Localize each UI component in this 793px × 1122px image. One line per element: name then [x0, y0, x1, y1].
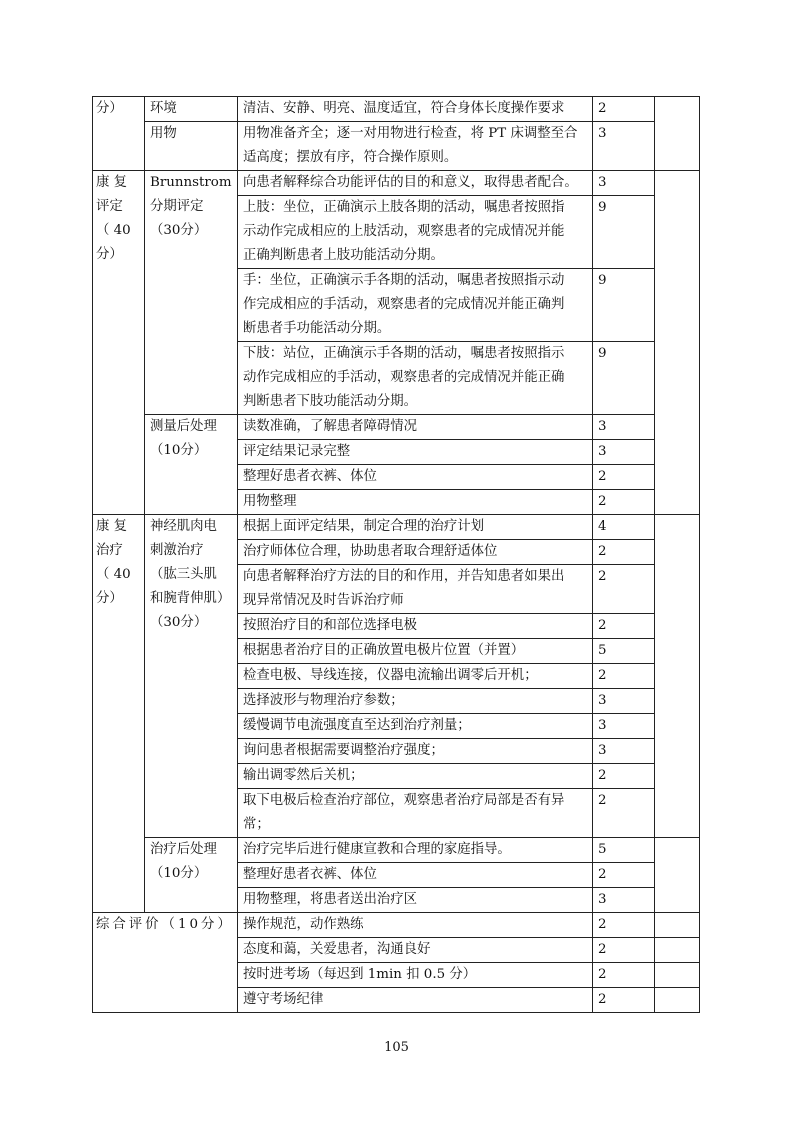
score-cell: 3 — [593, 689, 655, 714]
subsection-label: 测量后处理 （10分） — [145, 415, 238, 515]
criteria-cell: 下肢：站位，正确演示手各期的活动，嘱患者按照指示 动作完成相应的手活动，观察患者的完成情况并能正确 判断患者下肢功能活动分期。 — [238, 342, 593, 415]
criteria-cell: 评定结果记录完整 — [238, 440, 593, 465]
score-cell: 2 — [593, 614, 655, 639]
criteria-cell: 整理好患者衣裤、体位 — [238, 465, 593, 490]
criteria-cell: 根据患者治疗目的正确放置电极片位置（并置） — [238, 639, 593, 664]
scoring-table — [92, 96, 700, 1013]
deduction-cell — [655, 97, 700, 171]
criteria-cell: 询问患者根据需要调整治疗强度； — [238, 739, 593, 764]
criteria-cell: 整理好患者衣裤、体位 — [238, 863, 593, 888]
deduction-cell — [655, 515, 700, 838]
score-cell: 2 — [593, 789, 655, 838]
score-cell: 2 — [593, 565, 655, 614]
criteria-cell: 清洁、安静、明亮、温度适宜，符合身体长度操作要求 — [238, 97, 593, 122]
score-cell: 9 — [593, 342, 655, 415]
deduction-cell — [655, 988, 700, 1013]
score-cell: 3 — [593, 415, 655, 440]
criteria-cell: 用物整理 — [238, 490, 593, 515]
score-cell: 2 — [593, 490, 655, 515]
score-cell: 3 — [593, 888, 655, 913]
criteria-cell: 输出调零然后关机； — [238, 764, 593, 789]
score-cell: 2 — [593, 97, 655, 122]
subsection-label: 用物 — [145, 122, 238, 171]
score-cell: 2 — [593, 863, 655, 888]
table-row — [93, 515, 700, 540]
deduction-cell — [655, 838, 700, 913]
criteria-cell: 缓慢调节电流强度直至达到治疗剂量； — [238, 714, 593, 739]
criteria-cell: 遵守考场纪律 — [238, 988, 593, 1013]
score-cell: 4 — [593, 515, 655, 540]
table-row — [93, 97, 700, 122]
score-cell: 2 — [593, 913, 655, 938]
score-cell: 2 — [593, 938, 655, 963]
table-row — [93, 171, 700, 196]
score-cell: 2 — [593, 465, 655, 490]
criteria-cell: 读数准确，了解患者障碍情况 — [238, 415, 593, 440]
score-cell: 3 — [593, 739, 655, 764]
section-label: 康 复 治疗 （ 40 分） — [93, 515, 145, 913]
criteria-cell: 治疗完毕后进行健康宣教和合理的家庭指导。 — [238, 838, 593, 863]
section-label: 综合评价（10分） — [93, 913, 238, 1013]
criteria-cell: 治疗师体位合理，协助患者取合理舒适体位 — [238, 540, 593, 565]
deduction-cell — [655, 963, 700, 988]
score-cell: 3 — [593, 440, 655, 465]
subsection-label: Brunnstrom 分期评定 （30分） — [145, 171, 238, 415]
score-cell: 3 — [593, 171, 655, 196]
score-cell: 5 — [593, 838, 655, 863]
score-cell: 2 — [593, 540, 655, 565]
score-cell: 2 — [593, 988, 655, 1013]
score-cell: 2 — [593, 664, 655, 689]
criteria-cell: 选择波形与物理治疗参数； — [238, 689, 593, 714]
deduction-cell — [655, 913, 700, 938]
criteria-cell: 取下电极后检查治疗部位，观察患者治疗局部是否有异 常； — [238, 789, 593, 838]
criteria-cell: 用物准备齐全；逐一对用物进行检查，将 PT 床调整至合 适高度；摆放有序，符合操作原则。 — [238, 122, 593, 171]
deduction-cell — [655, 171, 700, 515]
score-cell: 3 — [593, 714, 655, 739]
score-cell: 9 — [593, 269, 655, 342]
score-cell: 3 — [593, 122, 655, 171]
table-row — [93, 122, 700, 171]
section-label: 康 复 评定 （ 40 分） — [93, 171, 145, 515]
deduction-cell — [655, 938, 700, 963]
subsection-label: 环境 — [145, 97, 238, 122]
criteria-cell: 态度和蔼，关爱患者，沟通良好 — [238, 938, 593, 963]
criteria-cell: 根据上面评定结果，制定合理的治疗计划 — [238, 515, 593, 540]
subsection-label: 神经肌肉电 刺激治疗 （肱三头肌 和腕背伸肌） （30分） — [145, 515, 238, 838]
score-cell: 2 — [593, 963, 655, 988]
score-cell: 9 — [593, 196, 655, 269]
criteria-cell: 上肢：坐位，正确演示上肢各期的活动，嘱患者按照指 示动作完成相应的上肢活动，观察患者的完成情况并能 正确判断患者上肢功能活动分期。 — [238, 196, 593, 269]
criteria-cell: 检查电极、导线连接，仪器电流输出调零后开机； — [238, 664, 593, 689]
criteria-cell: 按照治疗目的和部位选择电极 — [238, 614, 593, 639]
criteria-cell: 操作规范，动作熟练 — [238, 913, 593, 938]
criteria-cell: 手：坐位，正确演示手各期的活动，嘱患者按照指示动 作完成相应的手活动，观察患者的完成情况并能正确判 断患者手功能活动分期。 — [238, 269, 593, 342]
score-cell: 2 — [593, 764, 655, 789]
criteria-cell: 用物整理，将患者送出治疗区 — [238, 888, 593, 913]
table-row — [93, 913, 700, 938]
criteria-cell: 按时进考场（每迟到 1min 扣 0.5 分） — [238, 963, 593, 988]
score-cell: 5 — [593, 639, 655, 664]
section-label: 分） — [93, 97, 145, 171]
subsection-label: 治疗后处理 （10分） — [145, 838, 238, 913]
criteria-cell: 向患者解释综合功能评估的目的和意义，取得患者配合。 — [238, 171, 593, 196]
table-row — [93, 838, 700, 863]
criteria-cell: 向患者解释治疗方法的目的和作用，并告知患者如果出 现异常情况及时告诉治疗师 — [238, 565, 593, 614]
table-row — [93, 415, 700, 440]
page-number: 105 — [384, 1040, 409, 1055]
